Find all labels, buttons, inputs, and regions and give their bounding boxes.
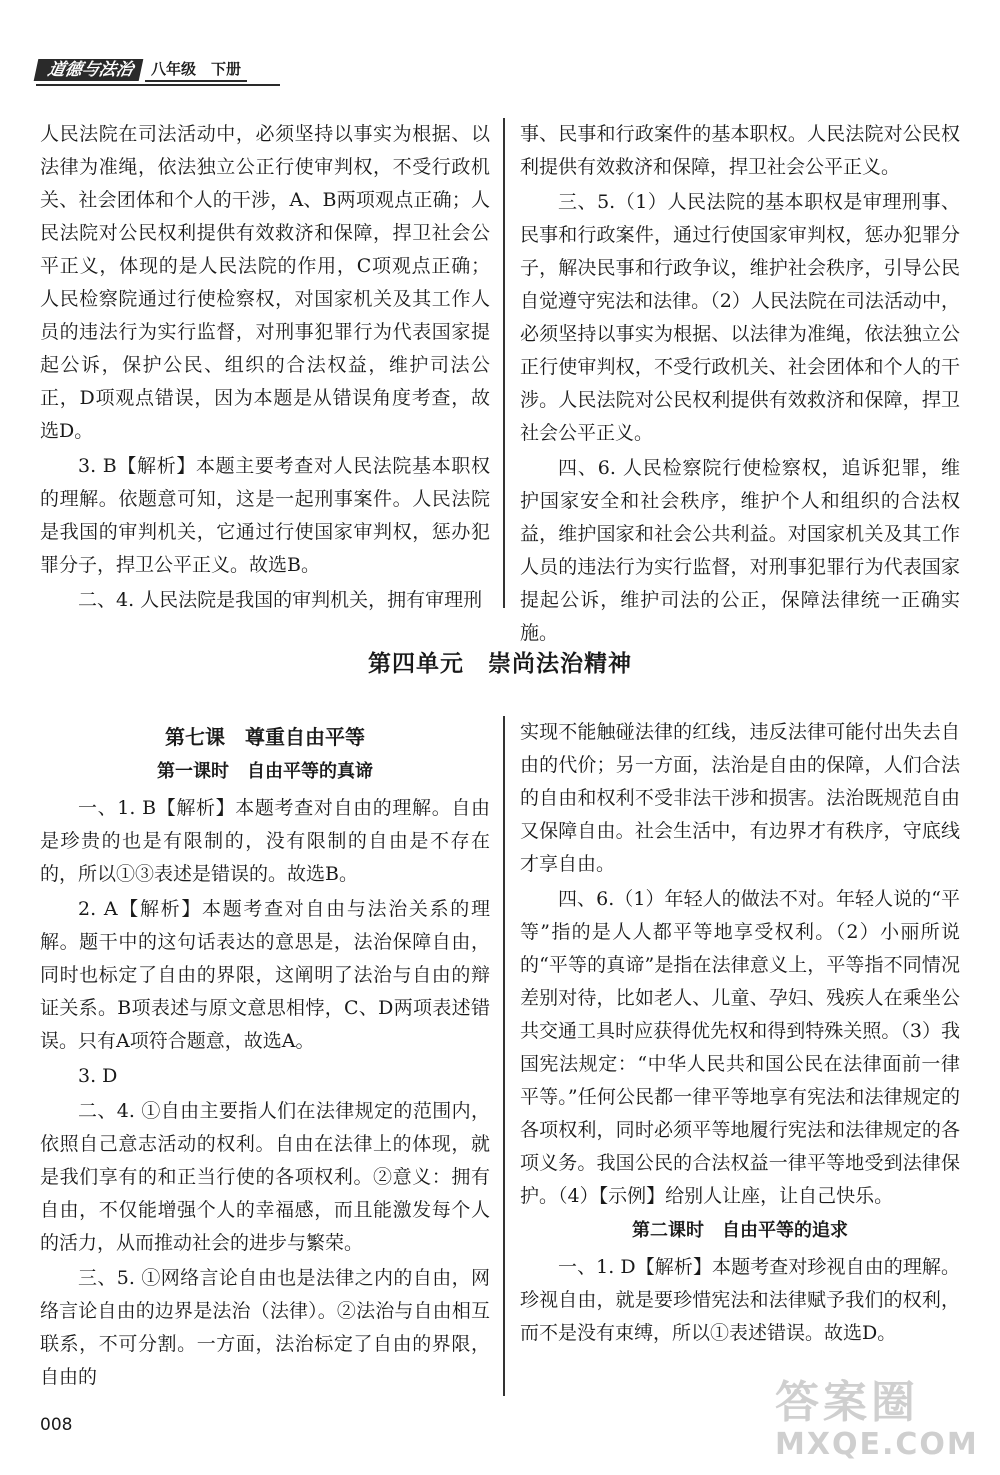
answer-paragraph: 一、1. D【解析】本题考查对珍视自由的理解。珍视自由，就是要珍惜宪法和法律赋予我们的权利，而不是没有束缚，所以①表述错误。故选D。 xyxy=(520,1256,960,1344)
top-right-column xyxy=(520,118,960,652)
answer-paragraph: 二、4. ①自由主要指人们在法律规定的范围内，依照自己意志活动的权利。自由在法律上的体现，就是我们享有的和正当行使的各项权利。②意义：拥有自由，不仅能增强个人的幸福感，而且能激发每个人的活力，从而推动社会的进步与繁荣。 xyxy=(40,1100,490,1254)
watermark-url: MXQE.COM xyxy=(775,1427,979,1462)
answer-paragraph: 三、5. ①网络言论自由也是法律之内的自由，网络言论自由的边界是法治（法律）。②法治与自由相互联系，不可分割。一方面，法治标定了自由的界限，自由的 xyxy=(40,1267,490,1388)
column-divider xyxy=(503,118,505,608)
running-header xyxy=(36,58,276,82)
header-rule xyxy=(36,84,280,86)
answer-paragraph: 三、5.（1）人民法院的基本职权是审理刑事、民事和行政案件，通过行使国家审判权，惩办犯罪分子，解决民事和行政争议，维护社会秩序，引导公民自觉遵守宪法和法律。（2）人民法院在司法活动中，必须坚持以事实为根据、以法律为准绳，依法独立公正行使审判权，不受行政机关、社会团体和个人的干涉。人民法院对公民权利提供有效救济和保障，捍卫社会公平正义。 xyxy=(520,191,960,444)
watermark-text: 答案圈 xyxy=(775,1377,919,1428)
answer-paragraph: 二、4. 人民法院是我国的审判机关，拥有审理刑 xyxy=(78,589,483,611)
page-number: 008 xyxy=(40,1415,73,1435)
unit-title: 第四单元 崇尚法治精神 xyxy=(368,651,632,677)
lesson-title: 第七课 尊重自由平等 xyxy=(165,725,365,749)
answer-paragraph: 四、6.（1）年轻人的做法不对。年轻人说的“平等”指的是人人都平等地享受权利。（2）小丽所说的“平等的真谛”是指在法律意义上，平等指不同情况差别对待，比如老人、儿童、孕妇、残疾人在乘坐公共交通工具时应获得优先权和得到特殊关照。（3）我国宪法规定：“中华人民共和国公民在法律面前一律平等。”任何公民都一律平等地享有宪法和法律规定的各项权利，同时必须平等地履行宪法和法律规定的各项义务。我国公民的合法权益一律平等地受到法律保护。（4）【示例】给别人让座，让自己快乐。 xyxy=(520,888,960,1207)
answer-paragraph: 实现不能触碰法律的红线，违反法律可能付出失去自由的代价；另一方面，法治是自由的保障，人们合法的自由和权利不受非法干涉和损害。法治既规范自由又保障自由。社会生活中，有边界才有秩序，守底线才享自由。 xyxy=(520,721,960,875)
answer-paragraph: 3. D xyxy=(78,1065,118,1087)
answer-paragraph: 事、民事和行政案件的基本职权。人民法院对公民权利提供有效救济和保障，捍卫社会公平正义。 xyxy=(520,123,960,178)
answer-paragraph: 四、6. 人民检察院行使检察权，追诉犯罪，维护国家安全和社会秩序，维护个人和组织的合法权益，维护国家和社会公共利益。对国家机关及其工作人员的违法行为实行监督，对刑事犯罪行为代表国家提起公诉，维护司法的公正，保障法律统一正确实施。 xyxy=(520,457,960,644)
answer-paragraph: 一、1. B【解析】本题考查对自由的理解。自由是珍贵的也是有限制的，没有限制的自由是不存在的，所以①③表述是错误的。故选B。 xyxy=(40,797,490,885)
period-title: 第二课时 自由平等的追求 xyxy=(632,1220,848,1241)
bottom-right-column xyxy=(520,716,960,1352)
grade-label: 八年级 下册 xyxy=(145,58,247,82)
period-title: 第一课时 自由平等的真谛 xyxy=(157,761,373,782)
answer-paragraph: 3. B【解析】本题主要考查对人民法院基本职权的理解。依题意可知，这是一起刑事案件。人民法院是我国的审判机关，它通过行使国家审判权，惩办犯罪分子，捍卫公平正义。故选B。 xyxy=(40,455,490,576)
watermark-logo xyxy=(775,1377,979,1468)
answer-paragraph: 人民法院在司法活动中，必须坚持以事实为根据、以法律为准绳，依法独立公正行使审判权，不受行政机关、社会团体和个人的干涉，A、B两项观点正确；人民法院对公民权利提供有效救济和保障，捍卫社会公平正义，体现的是人民法院的作用，C项观点正确；人民检察院通过行使检察权，对国家机关及其工作人员的违法行为实行监督，对刑事犯罪行为代表国家提起公诉，保护公民、组织的合法权益，维护司法公正，D项观点错误，因为本题是从错误角度考查，故选D。 xyxy=(40,123,490,442)
bottom-left-column xyxy=(40,716,490,1396)
book-title: 道德与法治 xyxy=(34,59,144,81)
answer-paragraph: 2. A【解析】本题考查对自由与法治关系的理解。题干中的这句话表达的意思是，法治保障自由，同时也标定了自由的界限，这阐明了法治与自由的辩证关系。B项表述与原文意思相悖，C、D两项表述错误。只有A项符合题意，故选A。 xyxy=(40,898,490,1052)
column-divider xyxy=(503,716,505,1396)
top-left-column xyxy=(40,118,490,619)
